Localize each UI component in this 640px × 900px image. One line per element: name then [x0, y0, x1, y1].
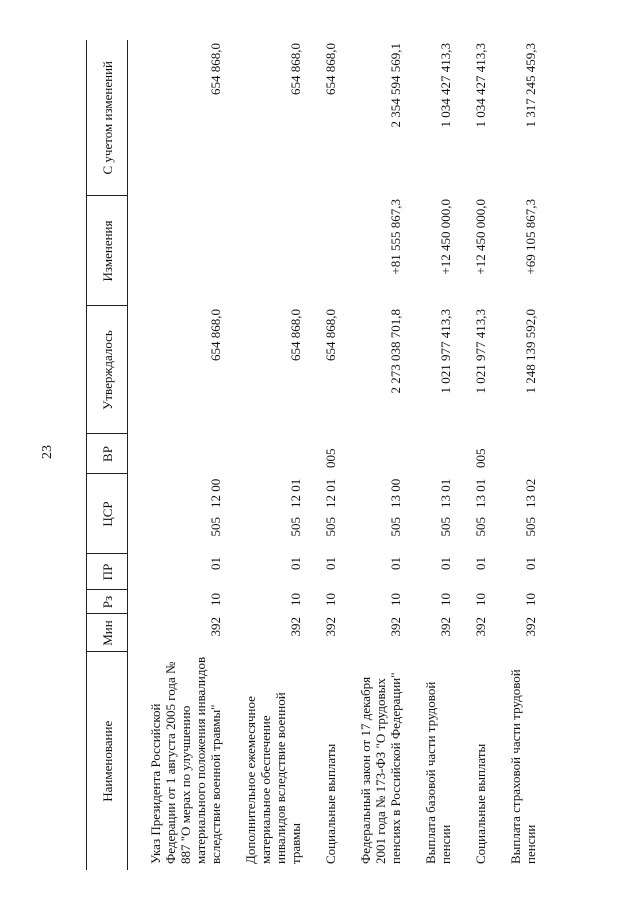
row-vr [403, 434, 453, 474]
row-min: 392 [523, 617, 538, 637]
row-csr-code: 13 01 [438, 478, 453, 508]
row-approved: 1 248 139 592,0 [523, 308, 538, 394]
row-name: Дополнительное ежемесячное материальное обеспечение инвалидов вследствие военной травмы [243, 692, 303, 864]
row-pr: 01 [288, 557, 303, 570]
row-csr-prefix: 505 [388, 517, 403, 537]
row-min: 392 [438, 617, 453, 637]
row-rz: 10 [288, 593, 303, 606]
row-csr-code: 13 00 [388, 478, 403, 508]
col-header-changes: Изменения [87, 196, 128, 306]
row-with-changes: 654 868,0 [323, 42, 338, 95]
row-csr-prefix: 505 [288, 517, 303, 537]
row-rz: 10 [388, 593, 403, 606]
row-name: Выплата базовой части трудовой пенсии [423, 681, 453, 864]
table-row [303, 40, 338, 870]
row-csr-code: 12 00 [208, 478, 223, 508]
row-vr: 005 [323, 448, 338, 468]
row-min: 392 [208, 617, 223, 637]
row-approved: 654 868,0 [288, 308, 303, 361]
row-csr-code: 13 02 [523, 478, 538, 508]
row-with-changes: 654 868,0 [288, 42, 303, 95]
row-csr-prefix: 505 [323, 517, 338, 537]
table-row [223, 40, 303, 870]
table-row [338, 40, 403, 870]
row-csr-code: 12 01 [288, 478, 303, 508]
col-header-min: Мин [87, 614, 128, 652]
row-changes [303, 196, 338, 306]
row-name: Федеральный закон от 17 декабря 2001 года № 173-ФЗ "О трудовых пенсиях в Российской Федерации" [358, 672, 403, 864]
row-with-changes: 1 034 427 413,3 [473, 42, 488, 128]
row-rz: 10 [473, 593, 488, 606]
col-header-approved: Утверждалось [87, 306, 128, 434]
row-pr: 01 [388, 557, 403, 570]
col-header-csr: ЦСР [87, 474, 128, 554]
table-row [453, 40, 488, 870]
row-name: Социальные выплаты [323, 743, 338, 864]
col-header-pr: ПР [87, 554, 128, 590]
col-header-with-changes: С учетом изменений [87, 40, 128, 196]
col-header-name: Наименование [87, 652, 128, 870]
row-csr-code: 13 01 [473, 478, 488, 508]
row-with-changes: 654 868,0 [208, 42, 223, 95]
row-vr [128, 434, 224, 474]
row-vr [223, 434, 303, 474]
row-approved: 2 273 038 701,8 [388, 308, 403, 394]
col-header-vr: ВР [87, 434, 128, 474]
row-changes [223, 196, 303, 306]
table-row [488, 40, 538, 870]
row-with-changes: 2 354 594 569,1 [388, 42, 403, 128]
row-name: Социальные выплаты [473, 743, 488, 864]
budget-table [86, 40, 538, 870]
row-rz: 10 [208, 593, 223, 606]
row-pr: 01 [208, 557, 223, 570]
row-pr: 01 [438, 557, 453, 570]
row-name: Выплата страховой части трудовой пенсии [508, 669, 538, 864]
row-rz: 10 [323, 593, 338, 606]
row-name: Указ Президента Российской Федерации от 1 августа 2005 года № 887 "О мерах по улучшению материального положения инвалидов вследствие военной травмы" [148, 656, 223, 864]
row-csr-code: 12 01 [323, 478, 338, 508]
budget-table-rotated [86, 40, 606, 870]
row-changes: +69 105 867,3 [523, 198, 538, 275]
row-approved: 1 021 977 413,3 [438, 308, 453, 394]
row-csr-prefix: 505 [438, 517, 453, 537]
row-approved: 654 868,0 [323, 308, 338, 361]
row-csr-prefix: 505 [473, 517, 488, 537]
row-min: 392 [323, 617, 338, 637]
row-vr [488, 434, 538, 474]
row-min: 392 [288, 617, 303, 637]
row-pr: 01 [523, 557, 538, 570]
row-vr: 005 [473, 448, 488, 468]
row-approved: 1 021 977 413,3 [473, 308, 488, 394]
table-row [403, 40, 453, 870]
row-min: 392 [473, 617, 488, 637]
row-vr [338, 434, 403, 474]
row-changes: +12 450 000,0 [438, 198, 453, 275]
row-rz: 10 [523, 593, 538, 606]
row-pr: 01 [323, 557, 338, 570]
row-changes [128, 196, 224, 306]
row-with-changes: 1 317 245 459,3 [523, 42, 538, 128]
table-row [128, 40, 224, 870]
row-changes: +81 555 867,3 [388, 198, 403, 275]
row-csr-prefix: 505 [208, 517, 223, 537]
row-min: 392 [388, 617, 403, 637]
row-rz: 10 [438, 593, 453, 606]
row-with-changes: 1 034 427 413,3 [438, 42, 453, 128]
page-number: 23 [40, 445, 55, 459]
row-changes: +12 450 000,0 [473, 198, 488, 275]
row-pr: 01 [473, 557, 488, 570]
col-header-rz: Рз [87, 590, 128, 614]
table-header-row [87, 40, 128, 870]
row-csr-prefix: 505 [523, 517, 538, 537]
row-approved: 654 868,0 [208, 308, 223, 361]
